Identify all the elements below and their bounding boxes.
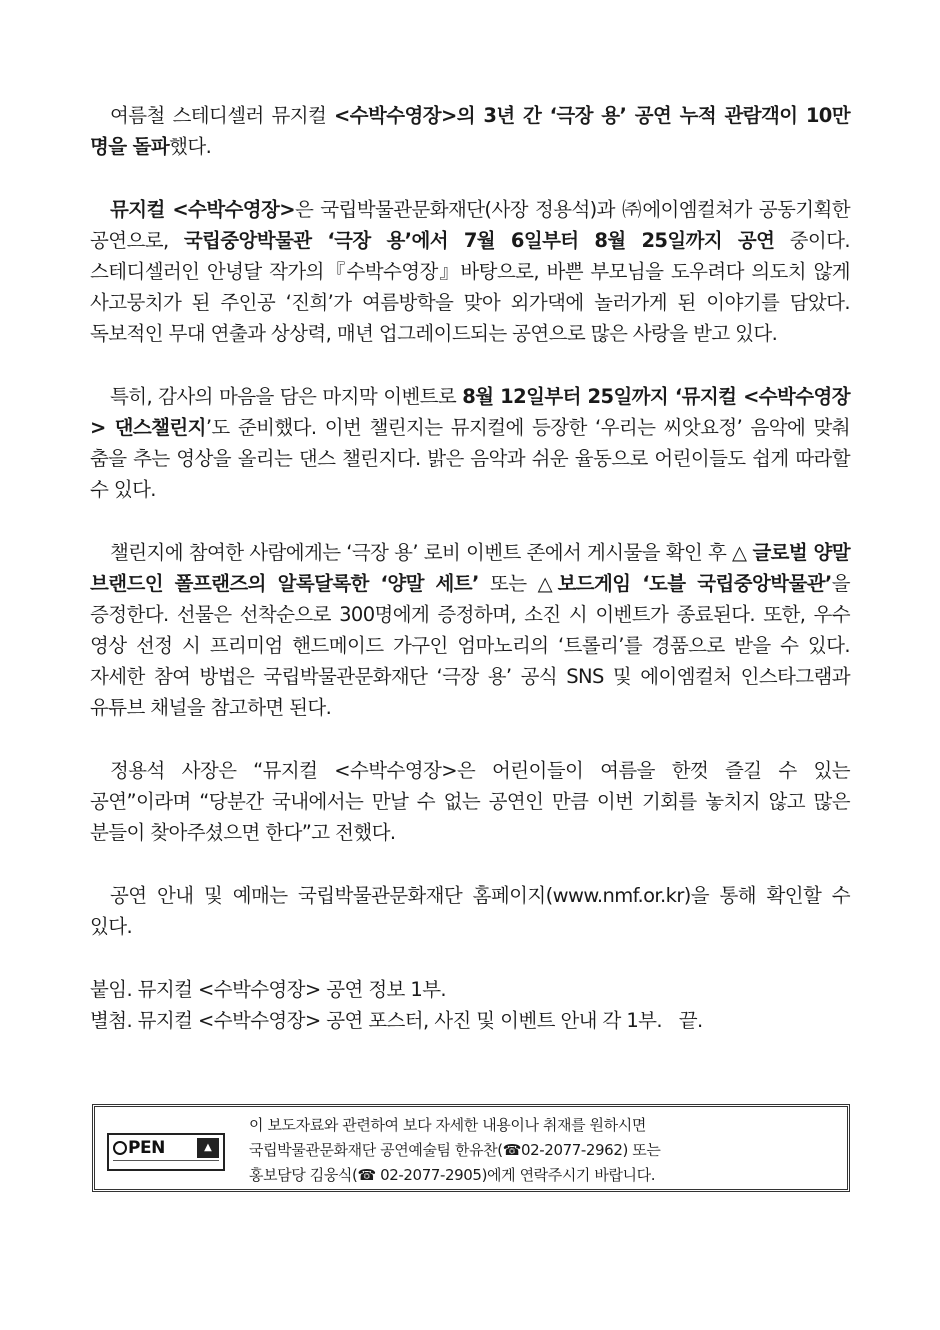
text-run: 은 국립박물관문화재단(사장 정용석)과 ㈜에이엠컬쳐가 공동기획한 공연으로,	[90, 198, 850, 252]
badge-caption-line	[113, 1160, 219, 1167]
attachment-line-2: 별첨. 뮤지컬 <수박수영장> 공연 포스터, 사진 및 이벤트 안내 각 1부. 끝.	[90, 1009, 703, 1032]
contact-line-3: 홍보담당 김웅식(☎ 02-2077-2905)에게 연락주시기 바랍니다.	[249, 1166, 656, 1184]
bold-text: 국립중앙박물관 ‘극장 용’에서 7월 6일부터 8월 25일까지 공연	[183, 229, 775, 252]
bold-text: 글로벌 양말 브랜드인 폴프랜즈의 알록달록한 ‘양말 세트’	[90, 541, 851, 595]
text-run: 중이다. 스테디셀러인 안녕달 작가의『수박수영장』바탕으로, 바쁜 부모님을 도우려다 의도치 않게 사고뭉치가 된 주인공 ‘진희’가 여름방학을 맞아 외가댁에 놀러가게 된 이야기를 담았다. 독보적인 무대 연출과 상상력, 매년 업그레이드되는 공연으로 많은 사랑을 받고 있다.	[90, 229, 850, 345]
text-run: ’도 준비했다. 이번 챌린지는 뮤지컬에 등장한 ‘우리는 씨앗요정’ 음악에 맞춰 춤을 추는 영상을 올리는 댄스 챌린지다. 밝은 음악과 쉬운 율동으로 어린이들도 쉽게 따라할 수 있다.	[90, 416, 850, 501]
open-license-badge	[107, 1133, 225, 1171]
paragraph-2	[90, 194, 850, 349]
paragraph-4	[90, 537, 850, 723]
text-run: 정용석 사장은 “뮤지컬 <수박수영장>은 어린이들이 여름을 한껏 즐길 수 있는 공연”이라며 “당분간 국내에서는 만날 수 없는 공연인 만큼 이번 기회를 놓치지 않고 많은 분들이 찾아주셨으면 한다”고 전했다.	[90, 759, 850, 844]
open-license-logo	[113, 1138, 165, 1158]
text-run: 챌린지에 참여한 사람에게는 ‘극장 용’ 로비 이벤트 존에서 게시물을 확인 후 △	[110, 541, 753, 564]
text-run: 을 증정한다. 선물은 선착순으로 300명에게 증정하며, 소진 시 이벤트가 종료된다. 또한, 우수 영상 선정 시 프리미엄 핸드메이드 가구인 엄마노리의 ‘트롤리’를 경품으로 받을 수 있다. 자세한 참여 방법은 국립박물관문화재단 ‘극장 용’ 공식 SNS 및 에이엠컬처 인스타그램과 유튜브 채널을 참고하면 된다.	[90, 572, 850, 719]
bold-text: 보드게임 ‘도블 국립중앙박물관’	[557, 572, 832, 595]
text-run: 특히, 감사의 마음을 담은 마지막 이벤트로	[110, 385, 463, 408]
paragraph-6	[90, 880, 850, 942]
attachments	[90, 974, 850, 1036]
bold-text: 뮤지컬 <수박수영장>	[110, 198, 296, 221]
press-release-body	[90, 100, 850, 1036]
text-run: 공연 안내 및 예매는 국립박물관문화재단 홈페이지(www.nmf.or.kr)을 통해 확인할 수 있다.	[90, 884, 850, 938]
paragraph-3	[90, 381, 850, 505]
open-label: PEN	[128, 1138, 165, 1158]
paragraph-1	[90, 100, 850, 162]
contact-line-2: 국립박물관문화재단 공연예술팀 한유찬(☎02-2077-2962) 또는	[249, 1141, 661, 1159]
attachment-line-1: 붙임. 뮤지컬 <수박수영장> 공연 정보 1부.	[90, 978, 447, 1001]
contact-line-1: 이 보도자료와 관련하여 보다 자세한 내용이나 취재를 원하시면	[249, 1116, 646, 1134]
text-run: 여름철 스테디셀러 뮤지컬	[110, 104, 335, 127]
text-run: 했다.	[169, 135, 212, 158]
paragraph-5	[90, 755, 850, 848]
license-type-icon: ▲	[197, 1138, 219, 1158]
paragraphs	[90, 100, 850, 942]
open-o-icon	[113, 1141, 127, 1155]
text-run: 또는 △	[478, 572, 558, 595]
bold-text: <수박수영장>의 3년 간 ‘극장 용’ 공연 누적 관람객이 10만 명을 돌파	[90, 104, 851, 158]
contact-text	[249, 1113, 660, 1188]
bold-text: 8월 12일부터 25일까지 ‘뮤지컬 <수박수영장> 댄스챌린지	[90, 385, 850, 439]
contact-box	[92, 1104, 850, 1192]
